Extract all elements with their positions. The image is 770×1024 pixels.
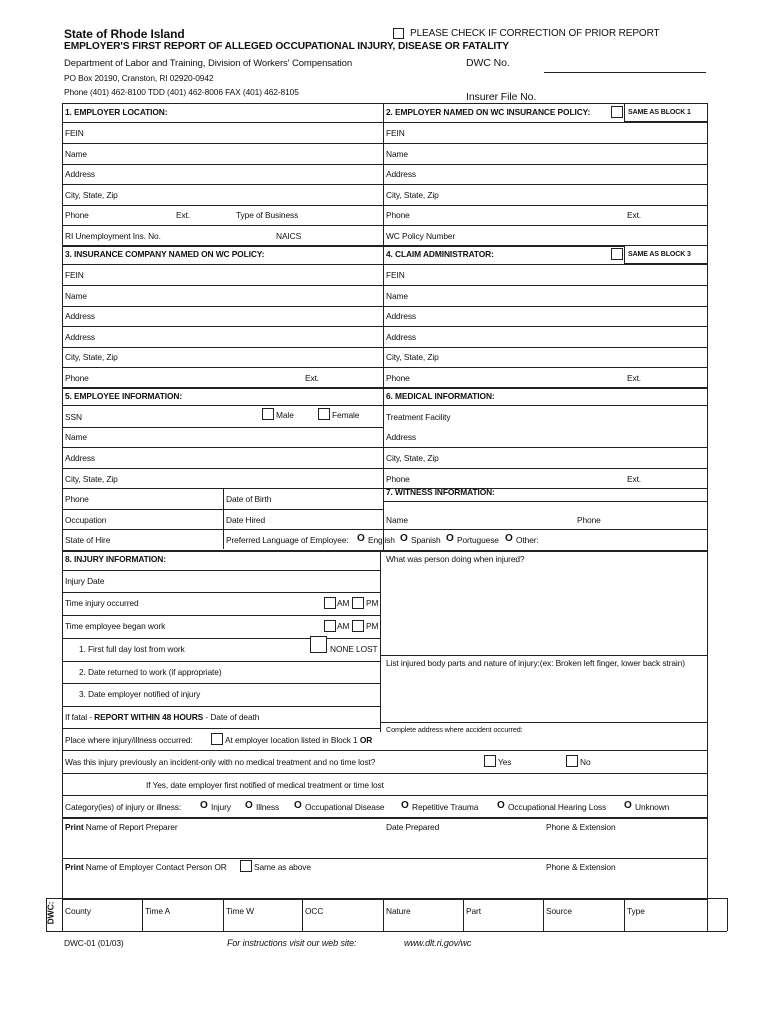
block4-fein-field[interactable]: FEIN xyxy=(386,270,405,280)
place-option-label: At employer location listed in Block 1 xyxy=(225,735,358,745)
lang-other-radio[interactable]: O xyxy=(505,533,513,544)
medical-city-field[interactable]: City, State, Zip xyxy=(386,453,439,463)
previously-incident-label: Was this injury previously an incident-only with no medical treatment and no time lost? xyxy=(65,757,376,767)
block2-phone-field[interactable]: Phone xyxy=(386,210,410,220)
block8-title: 8. INJURY INFORMATION: xyxy=(65,554,166,564)
block1-ri-unemp-field[interactable]: RI Unemployment Ins. No. xyxy=(65,231,161,241)
dwc-county-cell[interactable]: County xyxy=(65,906,91,916)
block3-address2-field[interactable]: Address xyxy=(65,332,96,342)
male-label: Male xyxy=(276,410,294,420)
contact-phone-field[interactable]: Phone & Extension xyxy=(546,862,616,872)
body-parts-field[interactable]: List injured body parts and nature of injury:(ex: Broken left finger, lower back strain) xyxy=(386,658,685,668)
form-title: EMPLOYER'S FIRST REPORT OF ALLEGED OCCUPATIONAL INJURY, DISEASE OR FATALITY xyxy=(64,41,509,52)
block2-city-field[interactable]: City, State, Zip xyxy=(386,190,439,200)
dwc-source-cell[interactable]: Source xyxy=(546,906,572,916)
first-day-lost-field[interactable]: 1. First full day lost from work xyxy=(79,644,185,654)
block2-ext-field[interactable]: Ext. xyxy=(627,210,642,220)
block3-fein-field[interactable]: FEIN xyxy=(65,270,84,280)
treatment-facility-field[interactable]: Treatment Facility xyxy=(386,412,451,422)
began-am-checkbox[interactable] xyxy=(324,620,336,632)
block1-city-field[interactable]: City, State, Zip xyxy=(65,190,118,200)
occurred-am-label: AM xyxy=(337,598,350,608)
block3-phone-field[interactable]: Phone xyxy=(65,373,89,383)
category-illness-radio[interactable]: O xyxy=(245,800,253,811)
block2-policy-field[interactable]: WC Policy Number xyxy=(386,231,456,241)
preparer-phone-field[interactable]: Phone & Extension xyxy=(546,822,616,832)
previously-yes-checkbox[interactable] xyxy=(484,755,496,767)
category-illness-label: Illness xyxy=(256,802,280,812)
began-pm-checkbox[interactable] xyxy=(352,620,364,632)
category-rep-trauma-radio[interactable]: O xyxy=(401,800,409,811)
category-injury-radio[interactable]: O xyxy=(200,800,208,811)
dwc-side-label: DWC: xyxy=(45,901,56,925)
or-label: OR xyxy=(359,735,373,745)
block4-ext-field[interactable]: Ext. xyxy=(627,373,642,383)
female-checkbox[interactable] xyxy=(318,408,330,420)
block3-name-field[interactable]: Name xyxy=(65,291,87,301)
dwc-no-field[interactable] xyxy=(544,72,706,73)
block3-title: 3. INSURANCE COMPANY NAMED ON WC POLICY: xyxy=(65,249,265,259)
lang-spanish-radio[interactable]: O xyxy=(400,533,408,544)
category-hearing-loss-radio[interactable]: O xyxy=(497,800,505,811)
witness-phone-field[interactable]: Phone xyxy=(577,515,601,525)
injury-date-field[interactable]: Injury Date xyxy=(65,576,105,586)
block1-ext-field[interactable]: Ext. xyxy=(176,210,191,220)
employee-phone-field[interactable]: Phone xyxy=(65,494,89,504)
block3-address1-field[interactable]: Address xyxy=(65,311,96,321)
time-began-field[interactable]: Time employee began work xyxy=(65,621,166,631)
instructions-text: For instructions visit our web site: xyxy=(227,938,357,948)
same-as-block1-checkbox[interactable] xyxy=(611,106,623,118)
lang-english-label: English xyxy=(368,535,395,545)
began-pm-label: PM xyxy=(366,621,379,631)
previously-no-label: No xyxy=(580,757,591,767)
lang-english-radio[interactable]: O xyxy=(357,533,365,544)
block4-name-field[interactable]: Name xyxy=(386,291,408,301)
correction-checkbox[interactable] xyxy=(393,28,404,39)
lang-portuguese-radio[interactable]: O xyxy=(446,533,454,544)
lang-other-label: Other: xyxy=(516,535,539,545)
fatal-field[interactable]: If fatal - REPORT WITHIN 48 HOURS - Date of death xyxy=(65,712,260,722)
none-lost-checkbox[interactable] xyxy=(310,636,327,653)
block1-fein-field[interactable]: FEIN xyxy=(65,128,84,138)
block1-type-business-field[interactable]: Type of Business xyxy=(236,210,299,220)
none-lost-label: NONE LOST xyxy=(330,644,378,654)
dwc-time-a-cell[interactable]: Time A xyxy=(145,906,171,916)
dwc-no-label: DWC No. xyxy=(466,57,510,69)
state-hire-field[interactable]: State of Hire xyxy=(65,535,111,545)
state-name: State of Rhode Island xyxy=(64,27,185,41)
dwc-nature-cell[interactable]: Nature xyxy=(386,906,411,916)
block1-title: 1. EMPLOYER LOCATION: xyxy=(65,107,168,117)
medical-address-field[interactable]: Address xyxy=(386,432,417,442)
website-link[interactable]: www.dlt.ri.gov/wc xyxy=(404,938,472,948)
block1-address-field[interactable]: Address xyxy=(65,169,96,179)
at-employer-location-checkbox[interactable] xyxy=(211,733,223,745)
began-am-label: AM xyxy=(337,621,350,631)
block7-title: 7. WITNESS INFORMATION: xyxy=(386,487,495,497)
occurred-am-checkbox[interactable] xyxy=(324,597,336,609)
same-as-block3-label: SAME AS BLOCK 3 xyxy=(628,251,691,258)
category-occ-disease-radio[interactable]: O xyxy=(294,800,302,811)
complete-address-field[interactable]: Complete address where accident occurred: xyxy=(386,725,523,734)
block1-naics-field[interactable]: NAICS xyxy=(276,231,302,241)
dwc-type-cell[interactable]: Type xyxy=(627,906,645,916)
female-label: Female xyxy=(332,410,360,420)
same-as-above-checkbox[interactable] xyxy=(240,860,252,872)
date-returned-field[interactable]: 2. Date returned to work (if appropriate) xyxy=(79,667,222,677)
dob-field[interactable]: Date of Birth xyxy=(226,494,272,504)
block2-address-field[interactable]: Address xyxy=(386,169,417,179)
department: Department of Labor and Training, Division of Workers' Compensation xyxy=(64,58,353,69)
block3-city-field[interactable]: City, State, Zip xyxy=(65,352,118,362)
medical-phone-field[interactable]: Phone xyxy=(386,474,410,484)
witness-name-field[interactable]: Name xyxy=(386,515,408,525)
date-notified-field[interactable]: 3. Date employer notified of injury xyxy=(79,689,201,699)
contact-phones: Phone (401) 462-8100 TDD (401) 462-8006 FAX (401) 462-8105 xyxy=(64,87,299,97)
same-as-above-label: Same as above xyxy=(254,862,311,872)
correction-label: PLEASE CHECK IF CORRECTION OF PRIOR REPORT xyxy=(410,28,660,39)
category-injury-label: Injury xyxy=(211,802,231,812)
date-prepared-field[interactable]: Date Prepared xyxy=(386,822,440,832)
previously-yes-label: Yes xyxy=(498,757,512,767)
place-label: Place where injury/illness occurred: xyxy=(65,735,193,745)
block3-ext-field[interactable]: Ext. xyxy=(305,373,320,383)
previously-no-checkbox[interactable] xyxy=(566,755,578,767)
block4-title: 4. CLAIM ADMINISTRATOR: xyxy=(386,249,494,259)
dwc-part-cell[interactable]: Part xyxy=(466,906,481,916)
block5-title: 5. EMPLOYEE INFORMATION: xyxy=(65,391,183,401)
time-occurred-field[interactable]: Time injury occurred xyxy=(65,598,139,608)
block6-title: 6. MEDICAL INFORMATION: xyxy=(386,391,495,401)
category-hearing-loss-label: Occupational Hearing Loss xyxy=(508,802,607,812)
lang-portuguese-label: Portuguese xyxy=(457,535,499,545)
male-checkbox[interactable] xyxy=(262,408,274,420)
dwc-time-w-cell[interactable]: Time W xyxy=(226,906,254,916)
insurer-file-label: Insurer File No. xyxy=(466,91,537,103)
occurred-pm-checkbox[interactable] xyxy=(352,597,364,609)
block4-phone-field[interactable]: Phone xyxy=(386,373,410,383)
dwc-occ-cell[interactable]: OCC xyxy=(305,906,324,916)
lang-spanish-label: Spanish xyxy=(411,535,441,545)
contact-person-field[interactable]: Print Name of Employer Contact Person OR xyxy=(65,862,227,872)
occurred-pm-label: PM xyxy=(366,598,379,608)
language-label: Preferred Language of Employee: xyxy=(226,535,349,545)
medical-ext-field[interactable]: Ext. xyxy=(627,474,642,484)
block2-name-field[interactable]: Name xyxy=(386,149,408,159)
mailing-address: PO Box 20190, Cranston, RI 02920-0942 xyxy=(64,73,214,83)
report-preparer-field[interactable]: Print Name of Report Preparer xyxy=(65,822,178,832)
block2-fein-field[interactable]: FEIN xyxy=(386,128,405,138)
occupation-field[interactable]: Occupation xyxy=(65,515,107,525)
employee-address-field[interactable]: Address xyxy=(65,453,96,463)
category-unknown-label: Unknown xyxy=(635,802,670,812)
same-as-block1-label: SAME AS BLOCK 1 xyxy=(628,109,691,116)
block4-address2-field[interactable]: Address xyxy=(386,332,417,342)
date-hired-field[interactable]: Date Hired xyxy=(226,515,266,525)
if-yes-date-field[interactable]: If Yes, date employer first notified of medical treatment or time lost xyxy=(146,780,384,790)
category-rep-trauma-label: Repetitive Trauma xyxy=(412,802,479,812)
doing-when-injured-field[interactable]: What was person doing when injured? xyxy=(386,554,525,564)
category-unknown-radio[interactable]: O xyxy=(624,800,632,811)
employee-city-field[interactable]: City, State, Zip xyxy=(65,474,118,484)
category-label: Category(ies) of injury or illness: xyxy=(65,802,182,812)
block4-city-field[interactable]: City, State, Zip xyxy=(386,352,439,362)
block4-address1-field[interactable]: Address xyxy=(386,311,417,321)
employee-name-field[interactable]: Name xyxy=(65,432,87,442)
same-as-block3-checkbox[interactable] xyxy=(611,248,623,260)
form-number: DWC-01 (01/03) xyxy=(64,938,124,948)
block1-name-field[interactable]: Name xyxy=(65,149,87,159)
ssn-field[interactable]: SSN xyxy=(65,412,82,422)
block2-title: 2. EMPLOYER NAMED ON WC INSURANCE POLICY: xyxy=(386,107,591,117)
category-occ-disease-label: Occupational Disease xyxy=(305,802,385,812)
block1-phone-field[interactable]: Phone xyxy=(65,210,89,220)
